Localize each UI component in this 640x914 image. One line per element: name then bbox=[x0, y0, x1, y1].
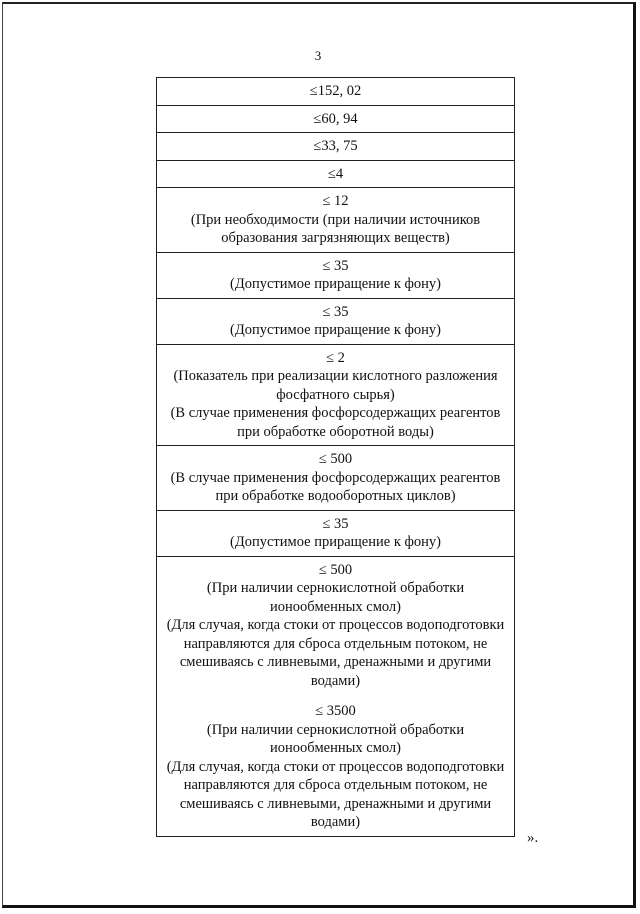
cell-note: направляются для сброса отдельным потоком, не bbox=[183, 635, 488, 652]
cell-note: ионообменных смол) bbox=[270, 740, 401, 756]
table-row bbox=[157, 160, 515, 188]
table-cell bbox=[157, 78, 515, 106]
table-row bbox=[157, 298, 515, 344]
cell-value: ≤60, 94 bbox=[313, 110, 358, 127]
cell-note: ионообменных смол) bbox=[270, 598, 401, 615]
cell-note: (При наличии сернокислотной обработки bbox=[206, 580, 465, 596]
cell-note: (Допустимое приращение к фону) bbox=[230, 534, 441, 550]
table-cell bbox=[157, 556, 515, 836]
table-cell bbox=[157, 252, 515, 298]
cell-note: фосфатного сырья) bbox=[276, 386, 395, 403]
closing-quote-mark: ». bbox=[527, 830, 539, 846]
cell-value: ≤33, 75 bbox=[313, 138, 358, 154]
cell-value: ≤ 35 bbox=[322, 515, 349, 532]
table-cell bbox=[157, 344, 515, 446]
document-page bbox=[2, 2, 636, 908]
table-cell bbox=[157, 133, 515, 161]
cell-value: ≤ 12 bbox=[322, 193, 349, 209]
cell-value: ≤ 500 bbox=[318, 451, 353, 467]
cell-value: ≤ 2 bbox=[326, 349, 345, 366]
cell-value: ≤ 35 bbox=[322, 303, 349, 320]
cell-note: (Показатель при реализации кислотного разложения bbox=[173, 368, 498, 384]
cell-value: ≤ 35 bbox=[322, 257, 349, 274]
table-row bbox=[157, 252, 515, 298]
page-number: 3 bbox=[314, 48, 322, 63]
values-table bbox=[156, 77, 515, 837]
table-row bbox=[157, 510, 515, 556]
table-row bbox=[157, 105, 515, 133]
table-row bbox=[157, 556, 515, 836]
table-row bbox=[157, 78, 515, 106]
cell-note: (При наличии сернокислотной обработки bbox=[206, 721, 465, 738]
cell-note: водами) bbox=[310, 672, 361, 689]
cell-note: направляются для сброса отдельным потоком, не bbox=[183, 777, 488, 793]
table-cell bbox=[157, 446, 515, 511]
table-cell bbox=[157, 105, 515, 133]
cell-spacer bbox=[163, 690, 508, 702]
cell-note: водами) bbox=[310, 814, 361, 830]
cell-value: ≤4 bbox=[327, 165, 344, 182]
cell-note: смешиваясь с ливневыми, дренажными и другими bbox=[179, 654, 492, 670]
cell-note: (В случае применения фосфорсодержащих реагентов bbox=[170, 405, 501, 421]
table-row bbox=[157, 133, 515, 161]
cell-value: ≤152, 02 bbox=[309, 83, 362, 99]
table-row bbox=[157, 344, 515, 446]
cell-note: при обработке оборотной воды) bbox=[237, 423, 434, 440]
table-row bbox=[157, 188, 515, 253]
table-cell bbox=[157, 160, 515, 188]
values-table-body bbox=[157, 78, 515, 837]
cell-note: (При необходимости (при наличии источников bbox=[190, 211, 481, 228]
cell-note: (Для случая, когда стоки от процессов водоподготовки bbox=[166, 617, 505, 633]
cell-note: при обработке водооборотных циклов) bbox=[215, 488, 456, 504]
table-cell bbox=[157, 510, 515, 556]
table-cell bbox=[157, 188, 515, 253]
cell-value: ≤ 500 bbox=[318, 561, 353, 578]
cell-note: (Для случая, когда стоки от процессов водоподготовки bbox=[166, 758, 505, 775]
cell-value: ≤ 3500 bbox=[315, 703, 356, 719]
table-cell bbox=[157, 298, 515, 344]
cell-note: образования загрязняющих веществ) bbox=[221, 230, 450, 246]
table-row bbox=[157, 446, 515, 511]
cell-note: (Допустимое приращение к фону) bbox=[230, 276, 441, 292]
cell-note: (Допустимое приращение к фону) bbox=[230, 322, 441, 338]
cell-note: смешиваясь с ливневыми, дренажными и другими bbox=[179, 795, 492, 812]
cell-note: (В случае применения фосфорсодержащих реагентов bbox=[170, 469, 501, 486]
